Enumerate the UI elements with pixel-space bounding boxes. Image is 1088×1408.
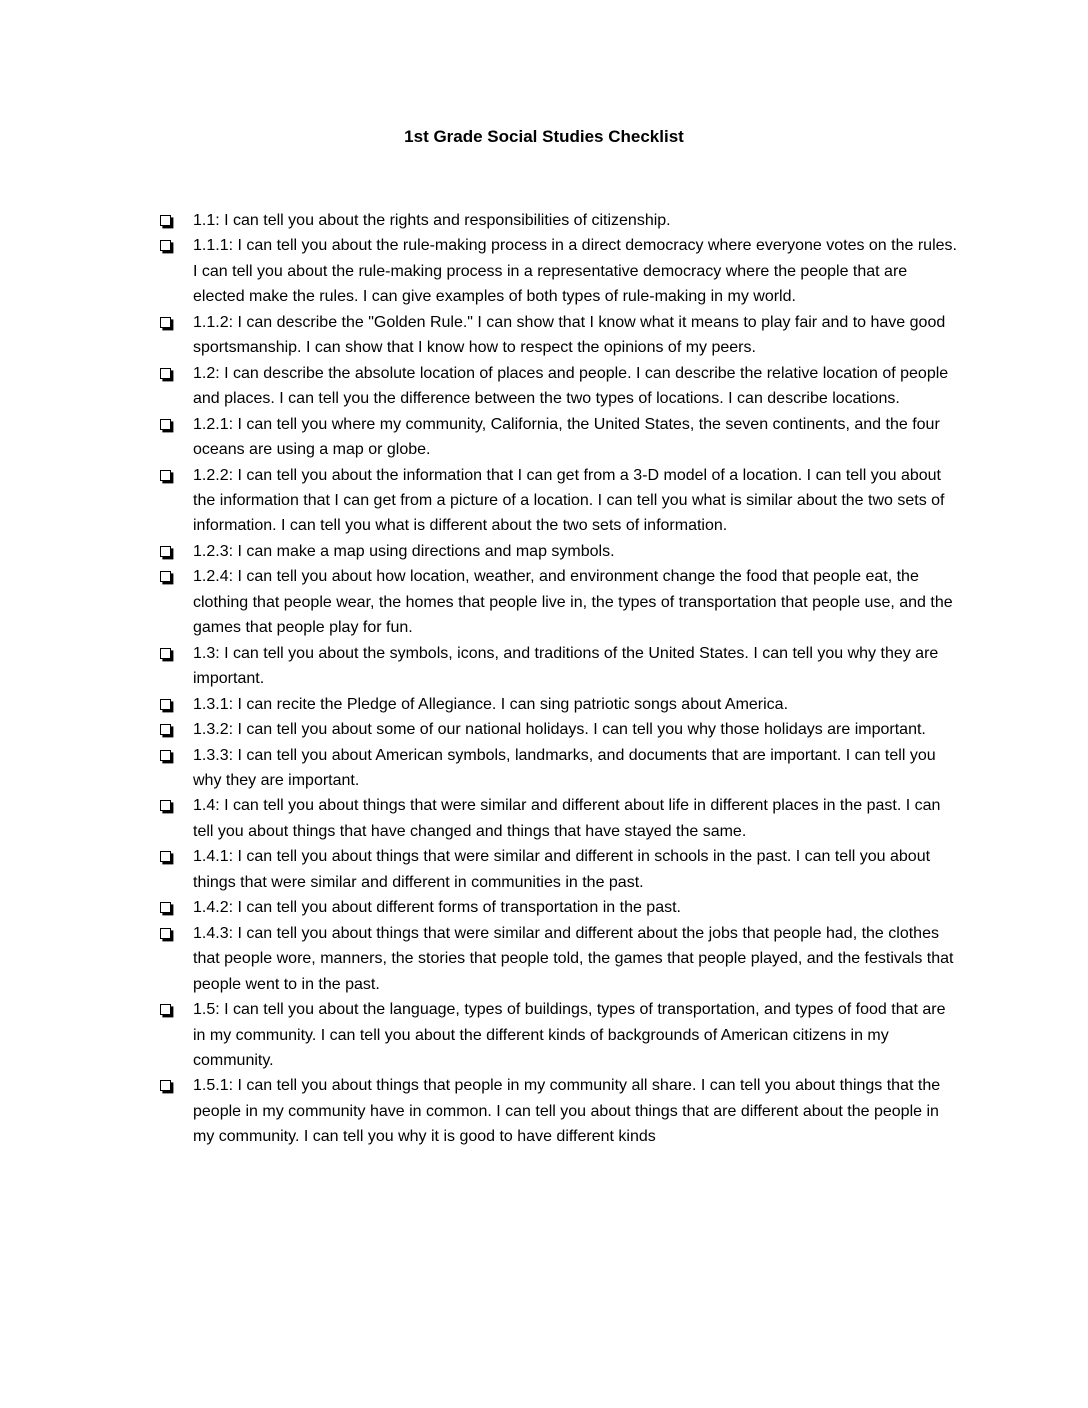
checkbox-cell bbox=[160, 463, 193, 481]
checkbox-cell bbox=[160, 692, 193, 710]
checklist-item bbox=[160, 793, 958, 844]
checkbox-cell bbox=[160, 564, 193, 582]
checkbox-cell bbox=[160, 361, 193, 379]
checkbox-cell bbox=[160, 208, 193, 226]
checkbox-icon[interactable] bbox=[160, 317, 171, 328]
checklist-item-text: 1.3.1: I can recite the Pledge of Allegiance. I can sing patriotic songs about America. bbox=[193, 695, 789, 713]
checkbox-icon[interactable] bbox=[160, 928, 171, 939]
checklist-item bbox=[160, 641, 958, 692]
checklist-item-text: 1.1: I can tell you about the rights and responsibilities of citizenship. bbox=[193, 212, 671, 229]
checkbox-icon[interactable] bbox=[160, 750, 171, 761]
checklist-item bbox=[160, 539, 958, 564]
checkbox-icon[interactable] bbox=[160, 648, 171, 659]
page-title: 1st Grade Social Studies Checklist bbox=[404, 127, 684, 146]
checklist-item-text: 1.2.4: I can tell you about how location, weather, and environment change the food that people eat, the clothing that people wear, the homes that people live in, the types of transportation that people use, and the games that people play for fun. bbox=[193, 568, 953, 637]
checklist-item bbox=[160, 310, 958, 361]
checkbox-icon[interactable] bbox=[160, 1080, 171, 1091]
checklist-item bbox=[160, 208, 958, 233]
checklist-item bbox=[160, 895, 958, 920]
checkbox-icon[interactable] bbox=[160, 699, 171, 710]
checkbox-icon[interactable] bbox=[160, 571, 171, 582]
checklist-item bbox=[160, 1073, 958, 1149]
checklist-item-text: 1.1.2: I can describe the "Golden Rule." I can show that I know what it means to play fair and to have good sportsmanship. I can show that I know how to respect the opinions of my peers. bbox=[193, 313, 946, 357]
checkbox-cell bbox=[160, 641, 193, 659]
checklist-item-text: 1.2.3: I can make a map using directions and map symbols. bbox=[193, 542, 615, 560]
checkbox-cell bbox=[160, 895, 193, 913]
checkbox-cell bbox=[160, 539, 193, 557]
checklist-item bbox=[160, 743, 958, 794]
checklist-item-text: 1.3.2: I can tell you about some of our national holidays. I can tell you why those holidays are important. bbox=[193, 721, 926, 739]
checkbox-cell bbox=[160, 743, 193, 761]
checklist-item bbox=[160, 564, 958, 640]
checklist-item-text: 1.1.1: I can tell you about the rule-making process in a direct democracy where everyone votes on the rules. I can tell you about the rule-making process in a representative democracy where the people that are elected make the rules. I can give examples of both types of rule-making in my world. bbox=[193, 237, 957, 306]
checkbox-icon[interactable] bbox=[160, 215, 171, 226]
checkbox-cell bbox=[160, 844, 193, 862]
checklist-item bbox=[160, 997, 958, 1073]
checklist-item bbox=[160, 921, 958, 997]
checklist bbox=[160, 208, 958, 1150]
checkbox-icon[interactable] bbox=[160, 1004, 171, 1015]
checkbox-icon[interactable] bbox=[160, 902, 171, 913]
checklist-item-text: 1.5.1: I can tell you about things that people in my community all share. I can tell you about things that the people in my community have in common. I can tell you about things that are different about the people in my community. I can tell you why it is good to have different kinds bbox=[193, 1077, 941, 1146]
checklist-item-text: 1.3.3: I can tell you about American symbols, landmarks, and documents that are important. I can tell you why they are important. bbox=[193, 746, 936, 789]
checkbox-cell bbox=[160, 233, 193, 251]
checkbox-cell bbox=[160, 921, 193, 939]
checkbox-cell bbox=[160, 717, 193, 735]
checkbox-icon[interactable] bbox=[160, 419, 171, 430]
checklist-item-text: 1.2: I can describe the absolute location of places and people. I can describe the relative location of people and places. I can tell you the difference between the two types of locations. I can describe locations. bbox=[193, 364, 949, 408]
checkbox-cell bbox=[160, 412, 193, 430]
checklist-item bbox=[160, 717, 958, 742]
checklist-item bbox=[160, 692, 958, 717]
checkbox-icon[interactable] bbox=[160, 240, 171, 251]
checkbox-icon[interactable] bbox=[160, 470, 171, 481]
checkbox-icon[interactable] bbox=[160, 546, 171, 557]
checklist-item-text: 1.4.1: I can tell you about things that were similar and different in schools in the past. I can tell you about things that were similar and different in communities in the past. bbox=[193, 848, 931, 891]
checklist-item-text: 1.4.3: I can tell you about things that were similar and different about the jobs that people had, the clothes that people wore, manners, the stories that people told, the games that people played, and the festivals that people went to in the past. bbox=[193, 924, 954, 993]
checklist-item-text: 1.2.2: I can tell you about the information that I can get from a 3-D model of a location. I can tell you about the information that I can get from a picture of a location. I can tell you what is similar about the two sets of information. I can tell you what is different about the two sets of information. bbox=[193, 466, 945, 535]
checkbox-icon[interactable] bbox=[160, 800, 171, 811]
checklist-item bbox=[160, 233, 958, 309]
checkbox-icon[interactable] bbox=[160, 368, 171, 379]
checkbox-cell bbox=[160, 1073, 193, 1091]
checkbox-icon[interactable] bbox=[160, 724, 171, 735]
checklist-item-text: 1.4.2: I can tell you about different forms of transportation in the past. bbox=[193, 899, 681, 917]
checklist-item bbox=[160, 361, 958, 412]
checkbox-cell bbox=[160, 997, 193, 1015]
checkbox-cell bbox=[160, 310, 193, 328]
checklist-item-text: 1.3: I can tell you about the symbols, icons, and traditions of the United States. I can tell you why they are important. bbox=[193, 644, 939, 688]
checklist-item bbox=[160, 412, 958, 463]
checklist-item bbox=[160, 463, 958, 539]
checklist-item bbox=[160, 844, 958, 895]
checkbox-cell bbox=[160, 793, 193, 811]
checklist-item-text: 1.5: I can tell you about the language, types of buildings, types of transportation, and types of food that are in my community. I can tell you about the different kinds of backgrounds of American citizens in my community. bbox=[193, 1001, 946, 1069]
checkbox-icon[interactable] bbox=[160, 851, 171, 862]
checklist-item-text: 1.2.1: I can tell you where my community, California, the United States, the seven continents, and the four oceans are using a map or globe. bbox=[193, 415, 940, 459]
checklist-item-text: 1.4: I can tell you about things that were similar and different about life in different places in the past. I can tell you about things that have changed and things that have stayed the same. bbox=[193, 797, 941, 840]
